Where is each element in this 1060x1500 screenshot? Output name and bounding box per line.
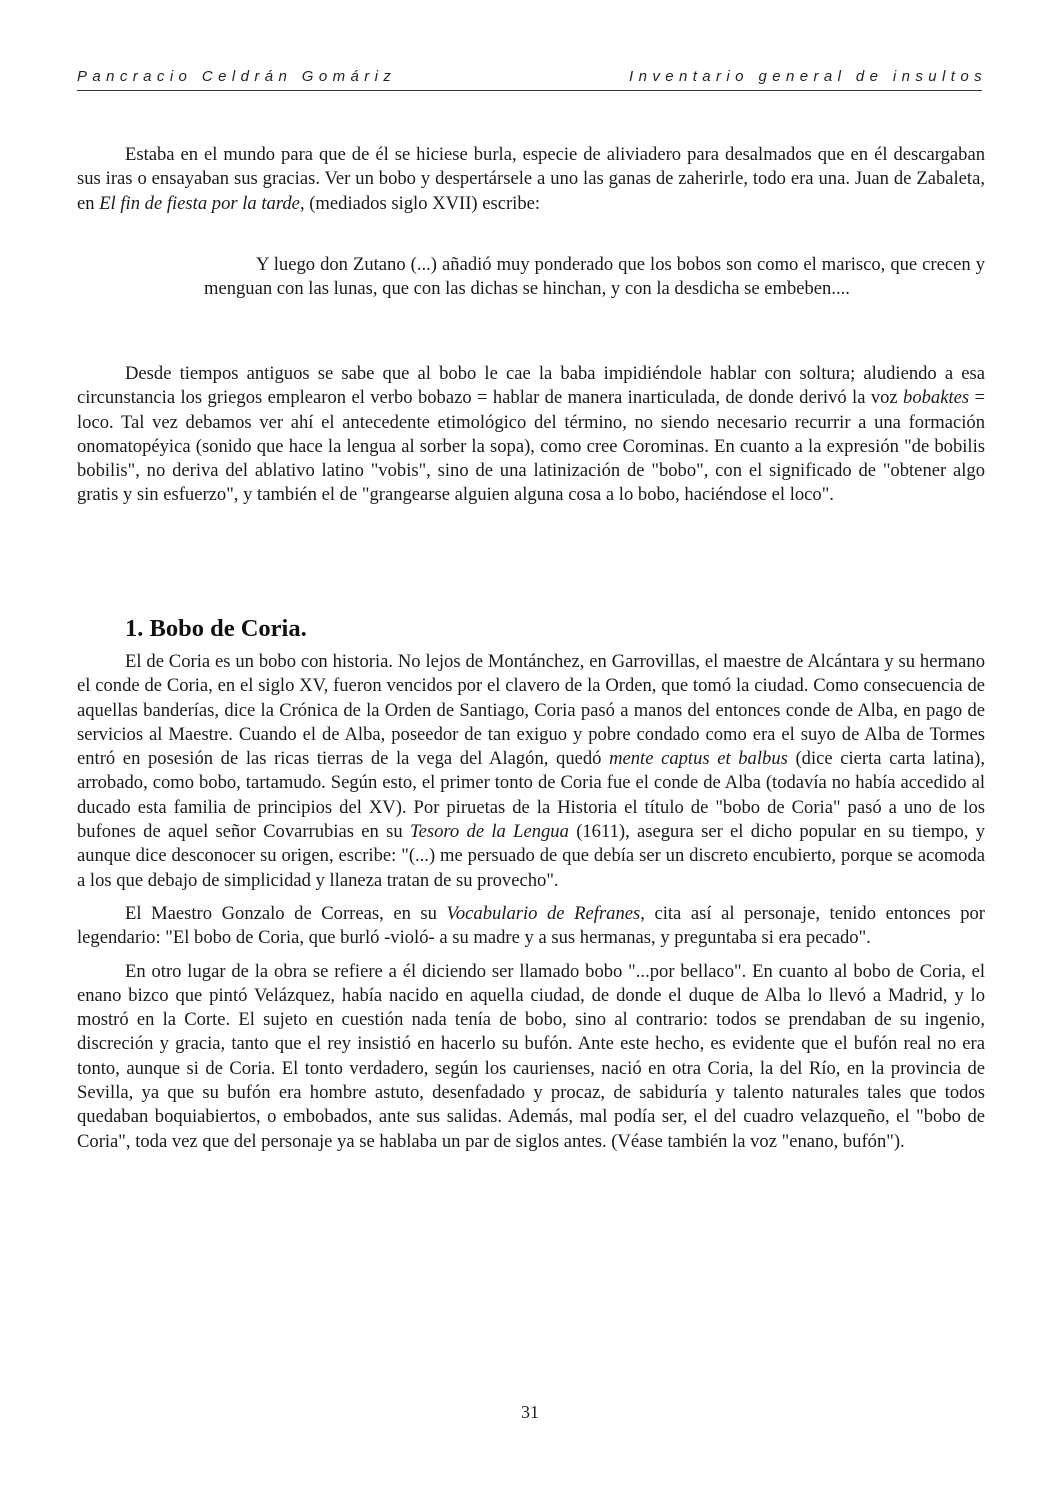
header-book-title: Inventario general de insultos [629, 68, 987, 85]
p1-text-2: (dice cierta carta latina), arrobado, como bobo, tartamudo. Según esto, el primer tonto de Coria fue el conde de Alba (todavía no había accedido al ducado esta familia de principios del XV). Por piruetas de la Historia el título de "bobo de Coria" pasó a uno de los bufones de aquel señor Covarrubias en su [77, 748, 985, 843]
p1-text-3: (1611), asegura ser el dicho popular en su tiempo, y aunque dice desconocer su origen, escribe: "(...) me persuado de que debía ser un discreto encubierto, porque se acomoda a los que debajo de simplicidad y llaneza tratan de su provecho". [77, 821, 985, 891]
intro-paragraph [77, 143, 985, 216]
block-quote [204, 253, 985, 302]
p1-cited-work: Tesoro de la Lengua [409, 821, 569, 843]
etymology-section [77, 362, 985, 508]
header-author: Pancracio Celdrán Gomáriz [77, 68, 397, 85]
etymology-paragraph [77, 362, 985, 508]
section-body [77, 650, 985, 1154]
intro-section [77, 143, 985, 216]
section-paragraph-3: En otro lugar de la obra se refiere a él diciendo ser llamado bobo "...por bellaco". En cuanto al bobo de Coria, el enano bizco que pintó Velázquez, había nacido en aquella ciudad, de donde el duque de Alba lo llevó a Madrid, y lo mostró en la Corte. El sujeto en cuestión nada tenía de bobo, sino al contrario: todos se prendaban de su ingenio, discreción y gracia, tanto que el rey insistió en hacerlo su bufón. Ante este hecho, es evidente que el bufón real no era tonto, aunque si de Coria. El tonto verdadero, según los caurienses, nació en otra Coria, la del Río, en la provincia de Sevilla, ya que su bufón era hombre astuto, desenfadado y procaz, de sabiduría y talento naturales tales que todos quedaban boquiabiertos, o embobados, ante sus salidas. Además, mal podía ser, el del cuadro velazqueño, el "bobo de Coria", toda vez que del personaje ya se hablaba un par de siglos antes. (Véase también la voz "enano, bufón"). [77, 960, 985, 1152]
running-header [77, 66, 987, 91]
etymology-text-2: = loco. Tal vez debamos ver ahí el antecedente etimológico del término, no siendo necesario recurrir a una formación onomatopéyica (sonido que hace la lengua al sorber la sopa), como cree Corominas. En cuanto a la expresión "de bobilis bobilis", no deriva del ablativo latino "vobis", sino de una latinización de "bobo", con el significado de "obtener algo gratis y sin esfuerzo", y también el de "grangearse alguien alguna cosa a lo bobo, haciéndose el loco". [77, 387, 985, 506]
page-number: 31 [521, 1402, 539, 1422]
p2-text-1: El Maestro Gonzalo de Correas, en su [125, 902, 447, 924]
p1-latin-phrase: mente captus et balbus [609, 748, 788, 770]
section-paragraph-2 [77, 902, 985, 951]
intro-cited-work: El fin de fiesta por la tarde [99, 192, 300, 214]
p1-text-1: El de Coria es un bobo con historia. No lejos de Montánchez, en Garrovillas, el maestre de Alcántara y su hermano el conde de Coria, en el siglo XV, fueron vencidos por el clavero de la Orden, que tomó la ciudad. Como consecuencia de aquellas banderías, dice la Crónica de la Orden de Santiago, Coria pasó a manos del entonces conde de Alba, en pago de servicios al Maestre. Cuando el de Alba, poseedor de tan exiguo y pobre condado como era el suyo de Alba de Tormes entró en posesión de las ricas tierras de la vega del Alagón, quedó [77, 651, 985, 770]
section-paragraph-1 [77, 650, 985, 893]
p2-cited-work: Vocabulario de Refranes [446, 902, 641, 924]
quote-text: Y luego don Zutano (...) añadió muy ponderado que los bobos son como el marisco, que crecen y menguan con las lunas, que con las dichas se hinchan, y con la desdicha se embeben.... [204, 254, 985, 300]
intro-text-1: Estaba en el mundo para que de él se hiciese burla, especie de aliviadero para desalmados que en él descargaban sus iras o ensayaban sus gracias. Ver un bobo y despertársele a uno las ganas de zaherirle, todo era una. Juan de Zabaleta, en [77, 144, 985, 214]
p2-text-2: , cita así al personaje, tenido entonces por legendario: "El bobo de Coria, que burló -violó- a su madre y a sus hermanas, y preguntaba si era pecado". [77, 902, 985, 949]
etymology-text-1: Desde tiempos antiguos se sabe que al bobo le cae la baba impidiéndole hablar con soltura; aludiendo a esa circunstancia los griegos emplearon el verbo bobazo = hablar de manera inarticulada, de donde derivó la voz [77, 363, 985, 409]
section-heading: 1. Bobo de Coria. [125, 615, 307, 642]
intro-text-2: , (mediados siglo XVII) escribe: [299, 192, 541, 214]
etymology-term: bobaktes [903, 387, 970, 409]
